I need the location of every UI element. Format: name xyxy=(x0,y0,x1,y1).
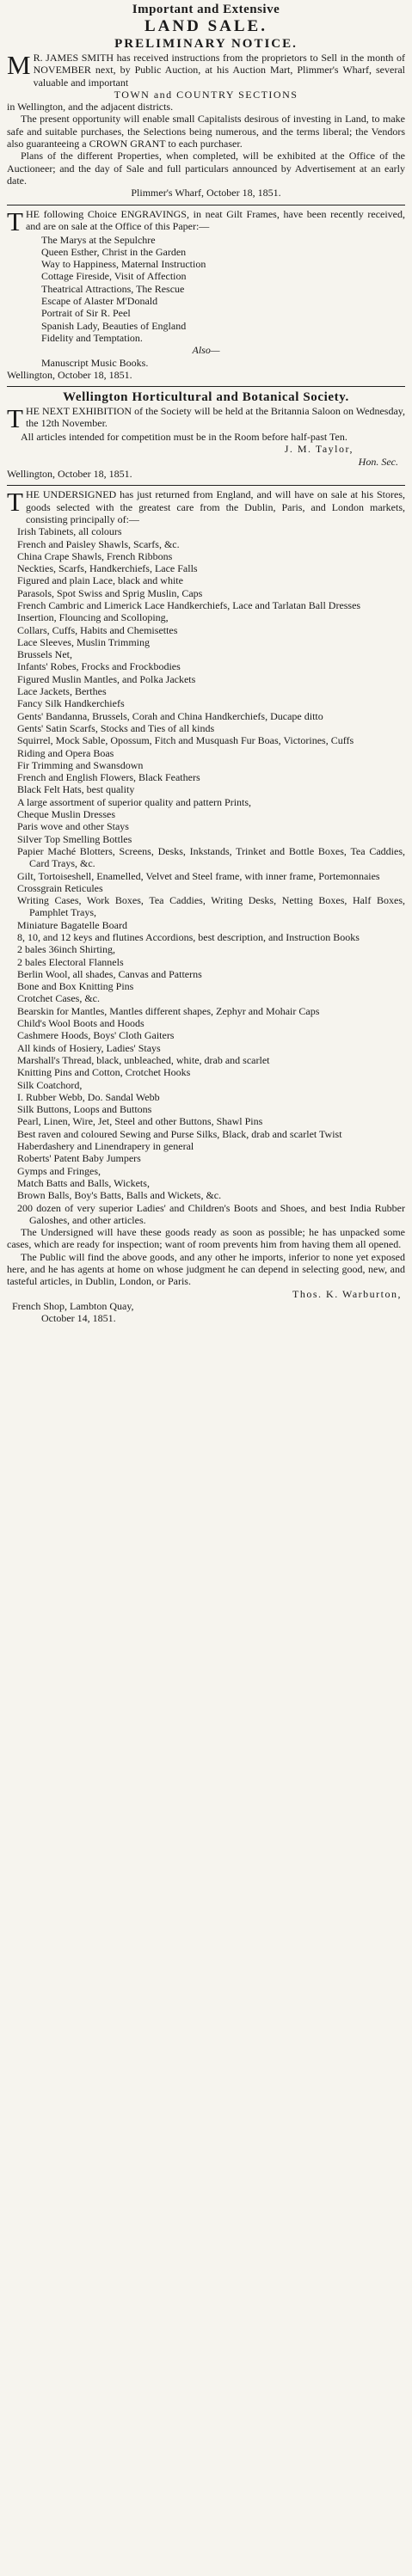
secretary-role: Hon. Sec. xyxy=(358,455,398,468)
drop-cap: T xyxy=(7,207,23,234)
goods-item: Silk Coatchord, xyxy=(17,1078,83,1091)
goods-item: Squirrel, Mock Sable, Opossum, Fitch and Musquash Fur Boas, Victorines, Cuffs xyxy=(17,734,354,747)
goods-item: Haberdashery and Linendrapery in general xyxy=(17,1140,194,1153)
goods-item: Roberts' Patent Baby Jumpers xyxy=(17,1152,141,1165)
goods-item: Lace Sleeves, Muslin Trimming xyxy=(17,635,150,648)
drop-cap: T xyxy=(7,405,23,432)
goods-item: Neckties, Scarfs, Handkerchiefs, Lace Falls xyxy=(17,562,198,575)
goods-item: 2 bales 36inch Shirting, xyxy=(17,943,115,956)
warburton-intro xyxy=(7,488,405,525)
goods-item: Brussels Net, xyxy=(17,648,72,661)
warburton-para-3: The Public will find the above goods, and any other he imports, inferior to none yet exposed here, and he has agents at home on whose judgment he can depend in selecting good, new, and tasteful articles, in Dublin, London, or Paris. xyxy=(7,1250,405,1288)
land-sale-para-3: Plans of the different Properties, when completed, will be exhibited at the Office of the Auctioneer; and the day of Sale and full particulars announced by Advertisement at an early date. xyxy=(7,150,405,187)
engravings-dateline: Wellington, October 18, 1851. xyxy=(7,368,132,381)
column-divider xyxy=(7,485,405,486)
goods-item: Irish Tabinets, all colours xyxy=(17,525,122,538)
secretary-name: J. M. Taylor, xyxy=(284,443,354,456)
goods-item: Silver Top Smelling Bottles xyxy=(17,832,132,845)
engravings-advert xyxy=(7,208,405,382)
goods-item: Lace Jackets, Berthes xyxy=(17,685,107,698)
goods-item: Figured and plain Lace, black and white xyxy=(17,574,183,587)
horticultural-para-1: HE NEXT EXHIBITION of the Society will be held at the Britannia Saloon on Wednesday, the 12th November. xyxy=(25,405,405,430)
goods-item: Gents' Satin Scarfs, Stocks and Ties of all kinds xyxy=(17,721,215,734)
goods-item: Cheque Muslin Dresses xyxy=(17,808,115,821)
goods-item: Marshall's Thread, black, unbleached, white, drab and scarlet xyxy=(17,1053,270,1066)
goods-item: French Cambric and Limerick Lace Handkerchiefs, Lace and Tarlatan Ball Dresses xyxy=(17,598,361,611)
drop-cap: T xyxy=(7,488,23,518)
goods-item: Cashmere Hoods, Boys' Cloth Gaiters xyxy=(17,1029,175,1042)
goods-item: Gilt, Tortoiseshell, Enamelled, Velvet and Steel frame, with inner frame, Portemonnaies xyxy=(17,869,380,882)
goods-item: Fancy Silk Handkerchiefs xyxy=(17,697,125,710)
horticultural-heading: Wellington Horticultural and Botanical Society. xyxy=(63,390,349,405)
goods-item: All kinds of Hosiery, Ladies' Stays xyxy=(17,1041,161,1054)
land-sale-heading-1: Important and Extensive xyxy=(132,3,280,16)
goods-item: Writing Cases, Work Boxes, Tea Caddies, Writing Desks, Netting Boxes, Half Boxes, Pamphlet Trays, xyxy=(17,894,405,919)
horticultural-advert xyxy=(7,389,405,480)
warburton-intro-text: HE UNDERSIGNED has just returned from England, and will have on sale at his Stores, goods selected with the greatest care from the Dublin, Paris, and London markets, consisting principally of:— xyxy=(25,488,405,525)
drop-cap: M xyxy=(7,52,31,80)
horticultural-dateline: Wellington, October 18, 1851. xyxy=(7,468,132,481)
goods-item: French and English Flowers, Black Feathers xyxy=(17,771,200,784)
engravings-manuscript: Manuscript Music Books. xyxy=(41,356,149,369)
goods-item: Miniature Bagatelle Board xyxy=(17,918,127,931)
goods-item: Crotchet Cases, &c. xyxy=(17,992,100,1005)
engraving-item: Escape of Alaster M'Donald xyxy=(41,295,158,308)
goods-item: Paris wove and other Stays xyxy=(17,820,129,833)
engraving-item: The Marys at the Sepulchre xyxy=(41,233,156,246)
land-sale-advert xyxy=(7,2,405,199)
land-sale-subhead: TOWN and COUNTRY SECTIONS xyxy=(114,88,298,101)
engraving-item: Way to Happiness, Maternal Instruction xyxy=(41,258,206,271)
horticultural-para-2: All articles intended for competition must be in the Room before half-past Ten. xyxy=(21,431,347,444)
engravings-intro xyxy=(7,208,405,234)
warburton-goods-list xyxy=(7,525,405,1226)
newspaper-column xyxy=(7,0,405,1325)
engravings-list xyxy=(7,234,405,345)
engravings-intro-text: HE following Choice ENGRAVINGS, in neat Gilt Frames, have been recently received, and are on sale at the Office of this Paper:— xyxy=(25,207,405,232)
goods-item: 2 bales Electoral Flannels xyxy=(17,955,124,968)
land-sale-intro xyxy=(7,52,405,89)
goods-item: Figured Muslin Mantles, and Polka Jackets xyxy=(17,672,196,685)
goods-item: Child's Wool Boots and Hoods xyxy=(17,1017,145,1030)
goods-item: Brown Balls, Boy's Batts, Balls and Wickets, &c. xyxy=(17,1189,222,1202)
goods-item: China Crape Shawls, French Ribbons xyxy=(17,549,173,562)
goods-item: Infants' Robes, Frocks and Frockbodies xyxy=(17,660,181,673)
engraving-item: Queen Esther, Christ in the Garden xyxy=(41,245,187,258)
goods-item: 8, 10, and 12 keys and flutines Accordions, best description, and Instruction Books xyxy=(17,931,360,943)
goods-item: Collars, Cuffs, Habits and Chemisettes xyxy=(17,623,178,636)
warburton-advert xyxy=(7,488,405,1324)
column-divider xyxy=(7,386,405,387)
goods-item: Bearskin for Mantles, Mantles different shapes, Zephyr and Mohair Caps xyxy=(17,1004,320,1017)
warburton-dateline: October 14, 1851. xyxy=(41,1312,116,1325)
land-sale-heading-3: PRELIMINARY NOTICE. xyxy=(114,37,298,51)
land-sale-dateline: Plimmer's Wharf, October 18, 1851. xyxy=(131,187,281,199)
warburton-address: French Shop, Lambton Quay, xyxy=(12,1299,134,1312)
goods-item: Insertion, Flouncing and Scolloping, xyxy=(17,611,169,624)
goods-item: Parasols, Spot Swiss and Sprig Muslin, Caps xyxy=(17,586,203,599)
engraving-item: Spanish Lady, Beauties of England xyxy=(41,319,187,332)
goods-item: Riding and Opera Boas xyxy=(17,746,114,759)
warburton-signature: Thos. K. Warburton, xyxy=(292,1287,402,1300)
warburton-para-2: The Undersigned will have these goods ready as soon as possible; he has unpacked some cases, which are ready for inspection; want of room prevents him from having them all opened. xyxy=(7,1226,405,1251)
land-sale-para-2: The present opportunity will enable small Capitalists desirous of investing in Land, to make safe and suitable purchases, the Selections being numerous, and the terms liberal; the Vendors also guaranteeing a CROWN GRANT to each purchaser. xyxy=(7,113,405,150)
land-sale-para-1b: in Wellington, and the adjacent districts. xyxy=(7,101,174,113)
land-sale-heading-2: LAND SALE. xyxy=(145,17,267,35)
goods-item: Gents' Bandanna, Brussels, Corah and China Handkerchiefs, Ducape ditto xyxy=(17,709,323,722)
goods-item: Black Felt Hats, best quality xyxy=(17,783,135,796)
goods-item: Match Batts and Balls, Wickets, xyxy=(17,1176,150,1189)
goods-item: Silk Buttons, Loops and Buttons xyxy=(17,1103,152,1116)
horticultural-intro xyxy=(7,405,405,431)
land-sale-para-1: R. JAMES SMITH has received instructions from the proprietors to Sell in the month of NOVEMBER next, by Public Auction, at his Auction Mart, Plimmer's Wharf, several valuable and important xyxy=(33,52,405,89)
goods-item: Papier Maché Blotters, Screens, Desks, Inkstands, Trinket and Bottle Boxes, Tea Caddies, Card Trays, &c. xyxy=(17,844,405,870)
goods-item: Best raven and coloured Sewing and Purse Silks, Black, drab and scarlet Twist xyxy=(17,1127,342,1140)
goods-item: Bone and Box Knitting Pins xyxy=(17,980,134,993)
goods-item: Pearl, Linen, Wire, Jet, Steel and other Buttons, Shawl Pins xyxy=(17,1115,263,1128)
goods-item: 200 dozen of very superior Ladies' and Children's Boots and Shoes, and best India Rubber Galoshes, and other articles. xyxy=(17,1201,405,1226)
goods-item: I. Rubber Webb, Do. Sandal Webb xyxy=(17,1090,160,1103)
engraving-item: Theatrical Attractions, The Rescue xyxy=(41,282,185,295)
goods-item: Gymps and Fringes, xyxy=(17,1164,101,1177)
goods-item: A large assortment of superior quality and pattern Prints, xyxy=(17,795,252,808)
goods-item: Fir Trimming and Swansdown xyxy=(17,758,144,771)
engraving-item: Cottage Fireside, Visit of Affection xyxy=(41,270,187,283)
engraving-item: Fidelity and Temptation. xyxy=(41,331,143,344)
goods-item: Knitting Pins and Cotton, Crotchet Hooks xyxy=(17,1066,191,1079)
engraving-item: Portrait of Sir R. Peel xyxy=(41,307,131,320)
engravings-also: Also— xyxy=(192,344,220,357)
goods-item: Berlin Wool, all shades, Canvas and Patterns xyxy=(17,967,202,980)
goods-item: Crossgrain Reticules xyxy=(17,881,103,894)
goods-item: French and Paisley Shawls, Scarfs, &c. xyxy=(17,537,180,550)
